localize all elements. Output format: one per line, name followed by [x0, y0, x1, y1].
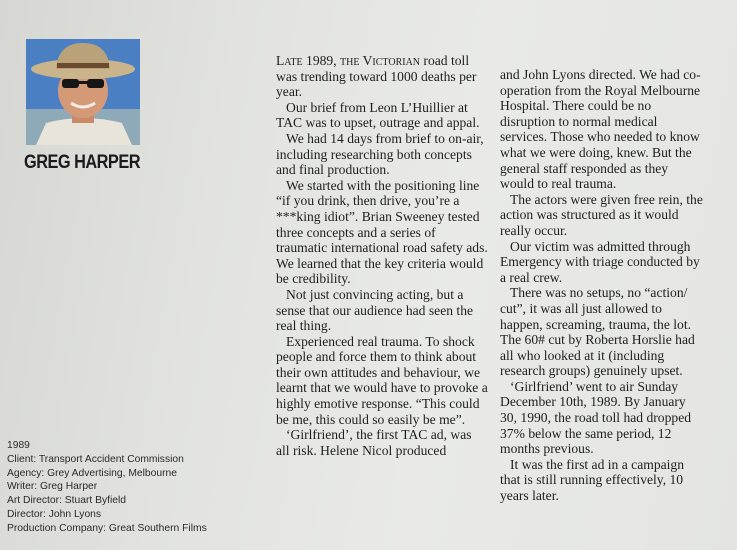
article-paragraph: ‘Girlfriend’ went to air Sunday December 10th, 1989. By January 30, 1990, the road toll had dropped 37% below the same period, 12 months previous. — [500, 378, 692, 457]
article-paragraph: The actors were given free rein, the action was structured as it would really occur. — [500, 191, 703, 238]
credits-block — [7, 439, 247, 536]
article-paragraph: Not just convincing acting, but a sense that our audience had seen the real thing. — [276, 286, 474, 334]
credit-art-director: Art Director: Stuart Byfield — [7, 495, 127, 507]
article-paragraph: We had 14 days from brief to on-air, including researching both concepts and final production. — [276, 130, 484, 178]
article-paragraph: There was no setups, no “action/ cut”, it was all just allowed to happen, screaming, trauma, the lot. The 60# cut by Roberta Horslie had all who looked at it (including research groups) genuinely upset. — [500, 285, 695, 379]
author-photo — [26, 39, 140, 145]
credit-year: 1989 — [7, 440, 30, 451]
credit-production: Production Company: Great Southern Films — [7, 522, 207, 534]
article-paragraph: Our brief from Leon L’Huillier at TAC was to upset, outrage and appal. — [276, 99, 480, 131]
credit-agency: Agency: Grey Advertising, Melbourne — [7, 467, 177, 479]
article-lead-rest: road toll was trending toward 1000 deaths per year. — [276, 53, 477, 100]
article-paragraph: ‘Girlfriend’, the first TAC ad, was all risk. Helene Nicol produced — [276, 427, 472, 458]
credit-client: Client: Transport Accident Commission — [7, 453, 184, 465]
article-paragraph — [276, 53, 488, 100]
article-column-1 — [276, 53, 488, 458]
article-column-2 — [500, 67, 705, 504]
credit-director: Director: John Lyons — [7, 508, 102, 520]
article-paragraph: We started with the positioning line “if you drink, then drive, you’re a ***king idiot”. Brian Sweeney tested three concepts and a series of traumatic international road safety ads. We learned that the key criteria would be credibility. — [276, 177, 488, 287]
article-lead-caps: Late 1989, the Victorian — [276, 53, 421, 68]
article-paragraph: Our victim was admitted through Emergency with triage conducted by a real crew. — [500, 238, 700, 285]
author-name: GREG HARPER — [24, 152, 140, 173]
article-paragraph: It was the first ad in a campaign that is still running effectively, 10 years later. — [500, 456, 685, 504]
article-paragraph: and John Lyons directed. We had co-operation from the Royal Melbourne Hospital. There could be no disruption to normal medical services. Those who needed to know what we were doing, knew. But the general staff responded as they would to real trauma. — [500, 67, 701, 192]
author-portrait-image — [26, 39, 140, 145]
article-paragraph: Experienced real trauma. To shock people and force them to think about their own attitudes and behaviour, we learnt that we would have to provoke a highly emotive response. “This could be me, this could so easily be me”. — [276, 333, 488, 427]
credit-writer: Writer: Greg Harper — [7, 481, 98, 493]
